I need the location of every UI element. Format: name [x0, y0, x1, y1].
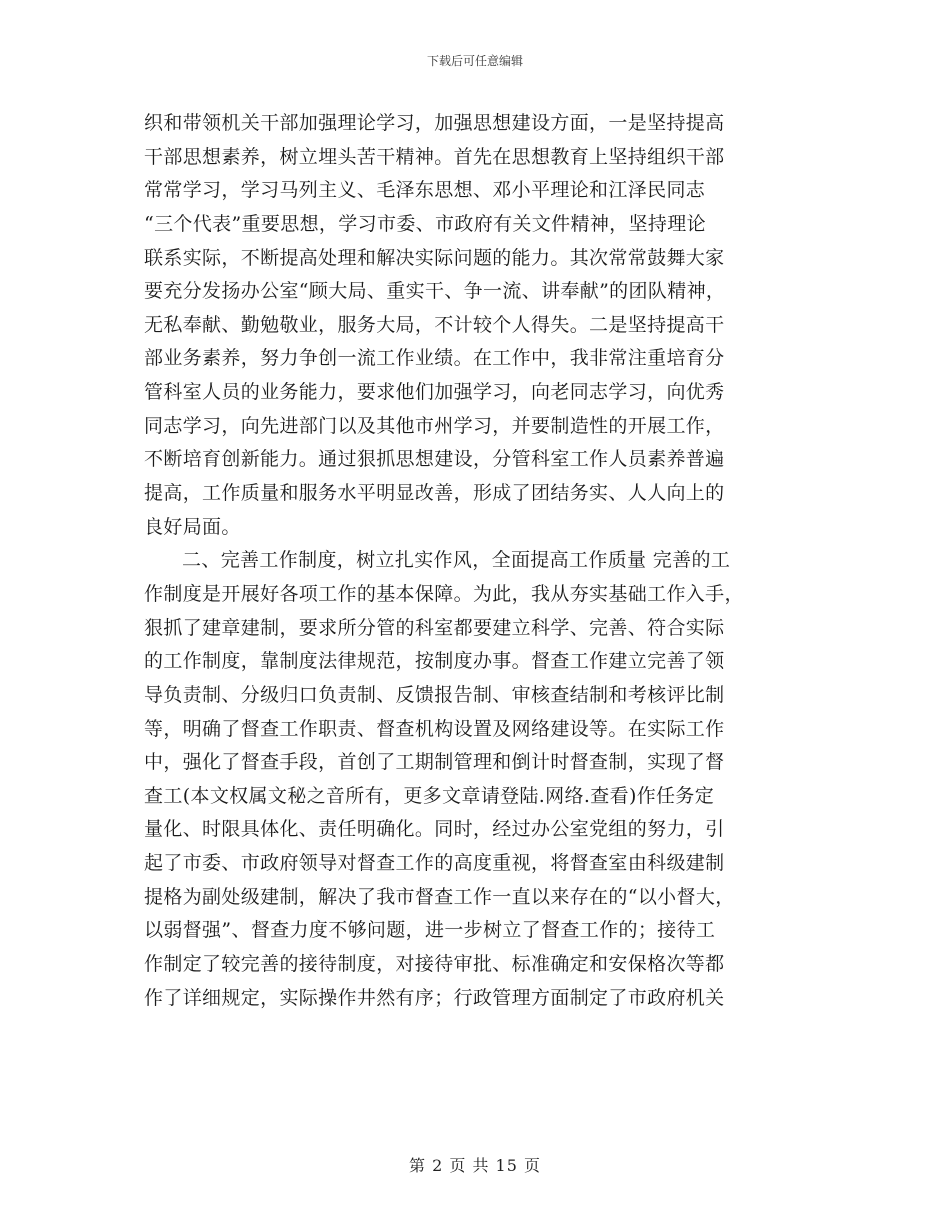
text-line: 干部思想素养，树立埋头苦干精神。首先在思想教育上坚持组织干部 [144, 145, 725, 168]
text-line: 中，强化了督查手段，首创了工期制管理和倒计时督查制，实现了督 [144, 751, 725, 774]
document-body [144, 107, 804, 1015]
text-line: 以弱督强”、督查力度不够问题，进一步树立了督查工作的；接待工 [144, 919, 716, 942]
text-line: 要充分发扬办公室“顾大局、重实干、争一流、讲奉献”的团队精神， [144, 280, 726, 303]
text-line: 织和带领机关干部加强理论学习，加强思想建设方面，一是坚持提高 [144, 112, 725, 134]
text-line: 狠抓了建章建制，要求所分管的科室都要建立科学、完善、符合实际 [144, 616, 725, 639]
text-line: 作制度是开展好各项工作的基本保障。为此，我从夯实基础工作入手， [144, 582, 744, 605]
page-number-footer: 第 2 页 共 15 页 [409, 1156, 541, 1175]
text-line: 的工作制度，靠制度法律规范，按制度办事。督查工作建立完善了领 [144, 650, 725, 673]
text-line: 量化、时限具体化、责任明确化。同时，经过办公室党组的努力，引 [144, 818, 725, 841]
text-line: 提格为副处级建制，解决了我市督查工作一直以来存在的“以小督大， [144, 885, 735, 908]
text-line: 部业务素养，努力争创一流工作业绩。在工作中，我非常注重培育分 [144, 347, 725, 370]
page-header: 下载后可任意编辑 [426, 54, 523, 68]
text-line: 导负责制、分级归口负责制、反馈报告制、审核查结制和考核评比制 [144, 683, 725, 706]
text-line: “三个代表”重要思想，学习市委、市政府有关文件精神，坚持理论 [144, 212, 706, 235]
text-line: 管科室人员的业务能力，要求他们加强学习，向老同志学习，向优秀 [144, 381, 725, 404]
text-line: 常常学习，学习马列主义、毛泽东思想、邓小平理论和江泽民同志 [144, 179, 706, 202]
text-line: 联系实际，不断提高处理和解决实际问题的能力。其次常常鼓舞大家 [144, 246, 725, 269]
text-line: 良好局面。 [144, 515, 241, 538]
text-line: 无私奉献、勤勉敬业，服务大局，不计较个人得失。二是坚持提高干 [144, 313, 725, 336]
text-line: 提高，工作质量和服务水平明显改善，形成了团结务实、人人向上的 [144, 482, 725, 505]
text-line: 作了详细规定，实际操作井然有序；行政管理方面制定了市政府机关 [144, 986, 725, 1009]
section-heading-line: 二、完善工作制度，树立扎实作风，全面提高工作质量 完善的工 [182, 549, 731, 572]
text-line: 起了市委、市政府领导对督查工作的高度重视，将督查室由科级建制 [144, 852, 725, 875]
text-line: 等，明确了督查工作职责、督查机构设置及网络建设等。在实际工作 [144, 717, 725, 740]
text-line: 不断培育创新能力。通过狠抓思想建设，分管科室工作人员素养普遍 [144, 448, 725, 471]
text-line: 作制定了较完善的接待制度，对接待审批、标准确定和安保格次等都 [144, 953, 725, 976]
text-line: 查工(本文权属文秘之音所有，更多文章请登陆.网络.查看)作任务定 [144, 784, 715, 807]
text-line: 同志学习，向先进部门以及其他市州学习，并要制造性的开展工作， [144, 414, 725, 437]
